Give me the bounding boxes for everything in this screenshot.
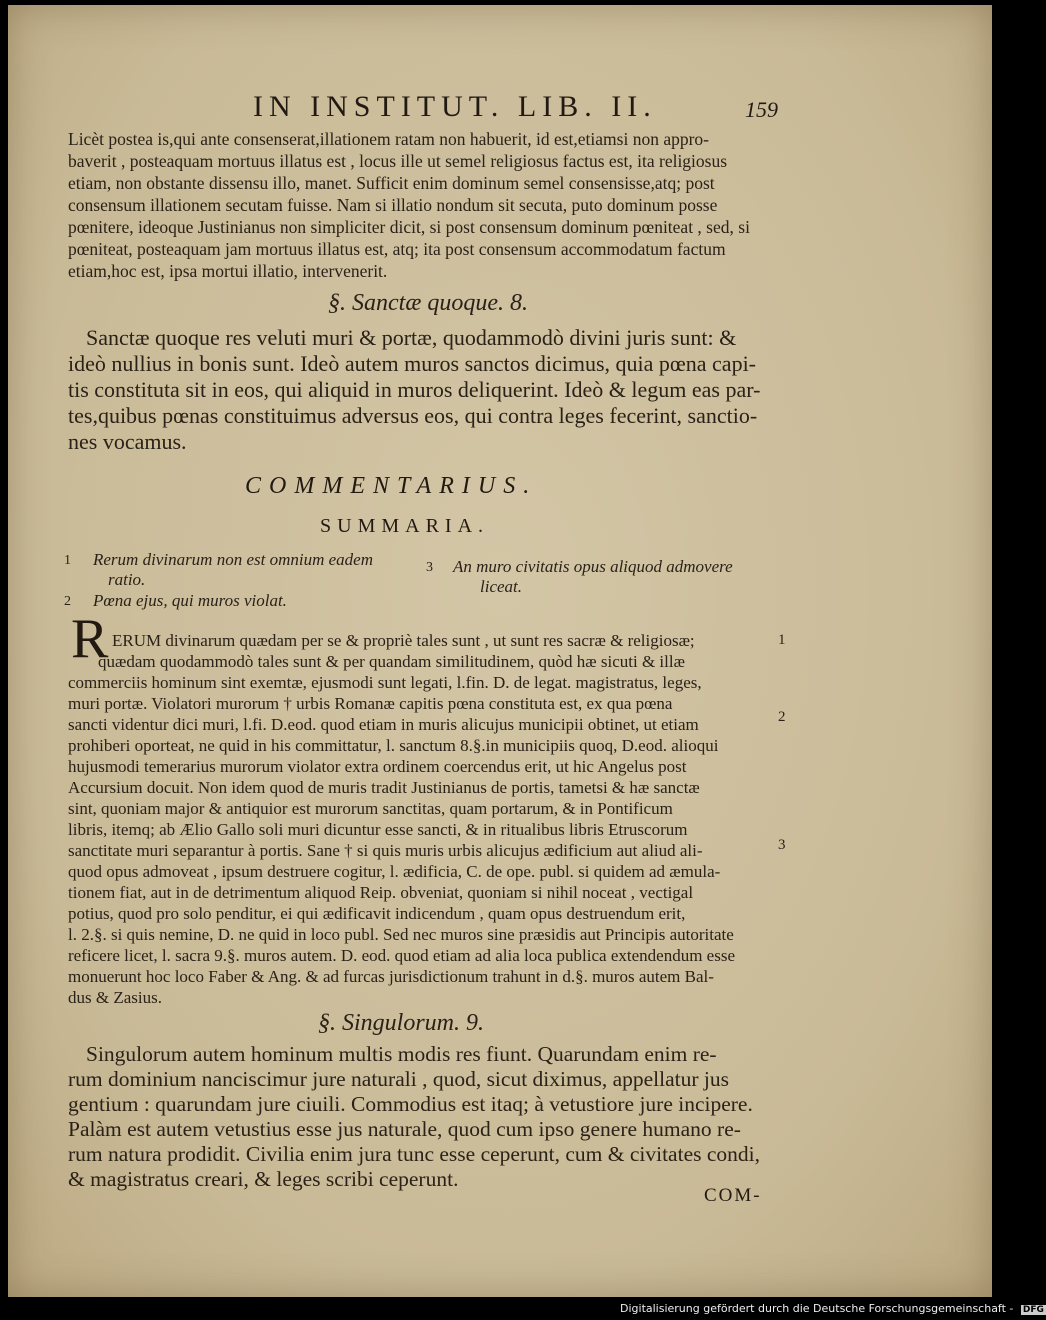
- text-line: rum natura prodidit. Civilia enim jura tunc esse ceperunt, cum & civitates condi,: [68, 1142, 760, 1166]
- commentary-heading: COMMENTARIUS.: [245, 473, 538, 499]
- section-heading-sanctae: §. Sanctæ quoque. 8.: [328, 290, 528, 316]
- text-line: prohiberi oporteat, ne quid in his committatur, l. sanctum 8.§.in municipiis quoq, D.eod. alioqui: [68, 736, 719, 755]
- dfg-logo-icon: DFG: [1022, 1305, 1044, 1315]
- text-line: reficere licet, l. sacra 9.§. muros autem. D. eod. quod etiam ad alia loca publica extendendum esse: [68, 946, 735, 965]
- text-line: consensum illationem secutam fuisse. Nam si illatio nondum sit secuta, puto dominum posse: [68, 195, 718, 215]
- text-line: pœnitere, ideoque Justinianus non simpliciter dicit, si post consensum dominum pœniteat , sed, si: [68, 217, 750, 237]
- digitization-credit: [620, 1302, 1046, 1315]
- summary-item-cont: ratio.: [108, 570, 146, 589]
- credit-text: Digitalisierung gefördert durch die Deutsche Forschungsgemeinschaft -: [620, 1302, 1014, 1315]
- summary-number: 3: [426, 560, 433, 575]
- text-line: quod opus admoveat , ipsum destruere cogitur, l. ædificia, C. de ope. publ. si quidem ad æmula-: [68, 862, 721, 881]
- text-line: baverit , posteaquam mortuus illatus est , locus ille ut semel religiosus factus est, ita religiosus: [68, 151, 728, 171]
- drop-capital: R: [71, 608, 109, 670]
- text-line: muri portæ. Violatori murorum † urbis Romanæ capitis pœna constituta est, ex qua pœna: [68, 694, 673, 713]
- text-line: libris, itemq; ab Ælio Gallo soli muri dicuntur esse sancti, & in ritualibus libris Etruscorum: [68, 820, 688, 839]
- text-line: sanctitate muri separantur à portis. Sane † si quis muris urbis alicujus ædificium aut aliud ali-: [68, 841, 703, 860]
- margin-note-number: 2: [778, 709, 786, 725]
- text-line: Palàm est autem vetustius esse jus naturale, quod cum ipso genere humano re-: [68, 1117, 741, 1141]
- section-heading-singulorum: §. Singulorum. 9.: [318, 1010, 485, 1036]
- text-line: etiam,hoc est, ipsa mortui illatio, intervenerit.: [68, 261, 388, 281]
- running-title: IN INSTITUT. LIB. II.: [253, 90, 657, 123]
- text-line: commerciis hominum sint exemtæ, ejusmodi sunt legati, l.fin. D. de legat. magistratus, leges,: [68, 673, 702, 692]
- summary-item: An muro civitatis opus aliquod admovere: [453, 557, 733, 576]
- text-line: nes vocamus.: [68, 429, 187, 454]
- text-line: ERUM divinarum quædam per se & propriè tales sunt , ut sunt res sacræ & religiosæ;: [112, 631, 695, 650]
- text-line: gentium : quarundam jure ciuili. Commodius est itaq; à vetustiore jure incipere.: [68, 1092, 753, 1116]
- text-line: Licèt postea is,qui ante consenserat,illationem ratam non habuerit, id est,etiamsi non appro-: [68, 129, 709, 149]
- summaria-heading: SUMMARIA.: [320, 515, 490, 537]
- summary-item: Rerum divinarum non est omnium eadem: [93, 550, 373, 569]
- catchword: COM-: [704, 1185, 762, 1206]
- text-line: l. 2.§. si quis nemine, D. ne quid in loco publ. Sed nec muros sine præsidis aut Principis autoritate: [68, 925, 734, 944]
- text-line: etiam, non obstante dissensu illo, manet. Sufficit enim dominum semel consensisse,atq; post: [68, 173, 715, 193]
- summary-number: 2: [64, 594, 71, 609]
- text-line: & magistratus creari, & leges scribi ceperunt.: [68, 1167, 459, 1191]
- summary-item-cont: liceat.: [480, 577, 523, 596]
- text-line: potius, quod pro solo penditur, ei qui ædificavit indicendum , quam opus destruendum erit,: [68, 904, 686, 923]
- text-line: tes,quibus pœnas constituimus adversus eos, qui contra leges fecerint, sanctio-: [68, 403, 758, 428]
- summary-item: Pœna ejus, qui muros violat.: [93, 591, 287, 610]
- text-line: dus & Zasius.: [68, 988, 162, 1007]
- page-number: 159: [745, 97, 778, 122]
- margin-note-number: 1: [778, 632, 786, 648]
- margin-note-number: 3: [778, 837, 786, 853]
- text-line: Singulorum autem hominum multis modis res fiunt. Quarundam enim re-: [86, 1042, 717, 1066]
- text-line: Accursium docuit. Non idem quod de muris tradit Justinianus de portis, tametsi & hæ sanctæ: [68, 778, 700, 797]
- text-line: tis constituta sit in eos, qui aliquid in muros deliquerint. Ideò & legum eas par-: [68, 377, 761, 402]
- text-line: sancti videntur dici muri, l.fi. D.eod. quod etiam in muris alicujus municipii obtinet, ut etiam: [68, 715, 699, 734]
- text-line: Sanctæ quoque res veluti muri & portæ, quodammodò divini juris sunt: &: [86, 325, 737, 350]
- text-line: quædam quodammodò tales sunt & per quandam similitudinem, quòd hæ sicuti & illæ: [98, 652, 685, 671]
- text-line: monuerunt hoc loco Faber & Ang. & ad furcas jurisdictionum trahunt in d.§. muros autem Bal-: [68, 967, 714, 986]
- text-line: sint, quoniam major & antiquior est murorum sanctitas, quam portarum, & in Pontificum: [68, 799, 673, 818]
- text-line: ideò nullius in bonis sunt. Ideò autem muros sanctos dicimus, quia pœna capi-: [68, 351, 757, 376]
- summary-number: 1: [64, 553, 71, 568]
- text-line: hujusmodi temerarius murorum violator extra ordinem coercendus erit, ut hic Angelus post: [68, 757, 687, 776]
- book-page: [8, 5, 992, 1297]
- text-line: rum dominium nanciscimur jure naturali , quod, sicut diximus, appellatur jus: [68, 1067, 730, 1091]
- text-line: pœniteat, posteaquam jam mortuus illatus est, atq; ita post consensum accommodatum factum: [68, 239, 726, 259]
- text-line: tionem fiat, aut in de detrimentum aliquod Reip. obveniat, quoniam si nihil noceat , vectigal: [68, 883, 694, 902]
